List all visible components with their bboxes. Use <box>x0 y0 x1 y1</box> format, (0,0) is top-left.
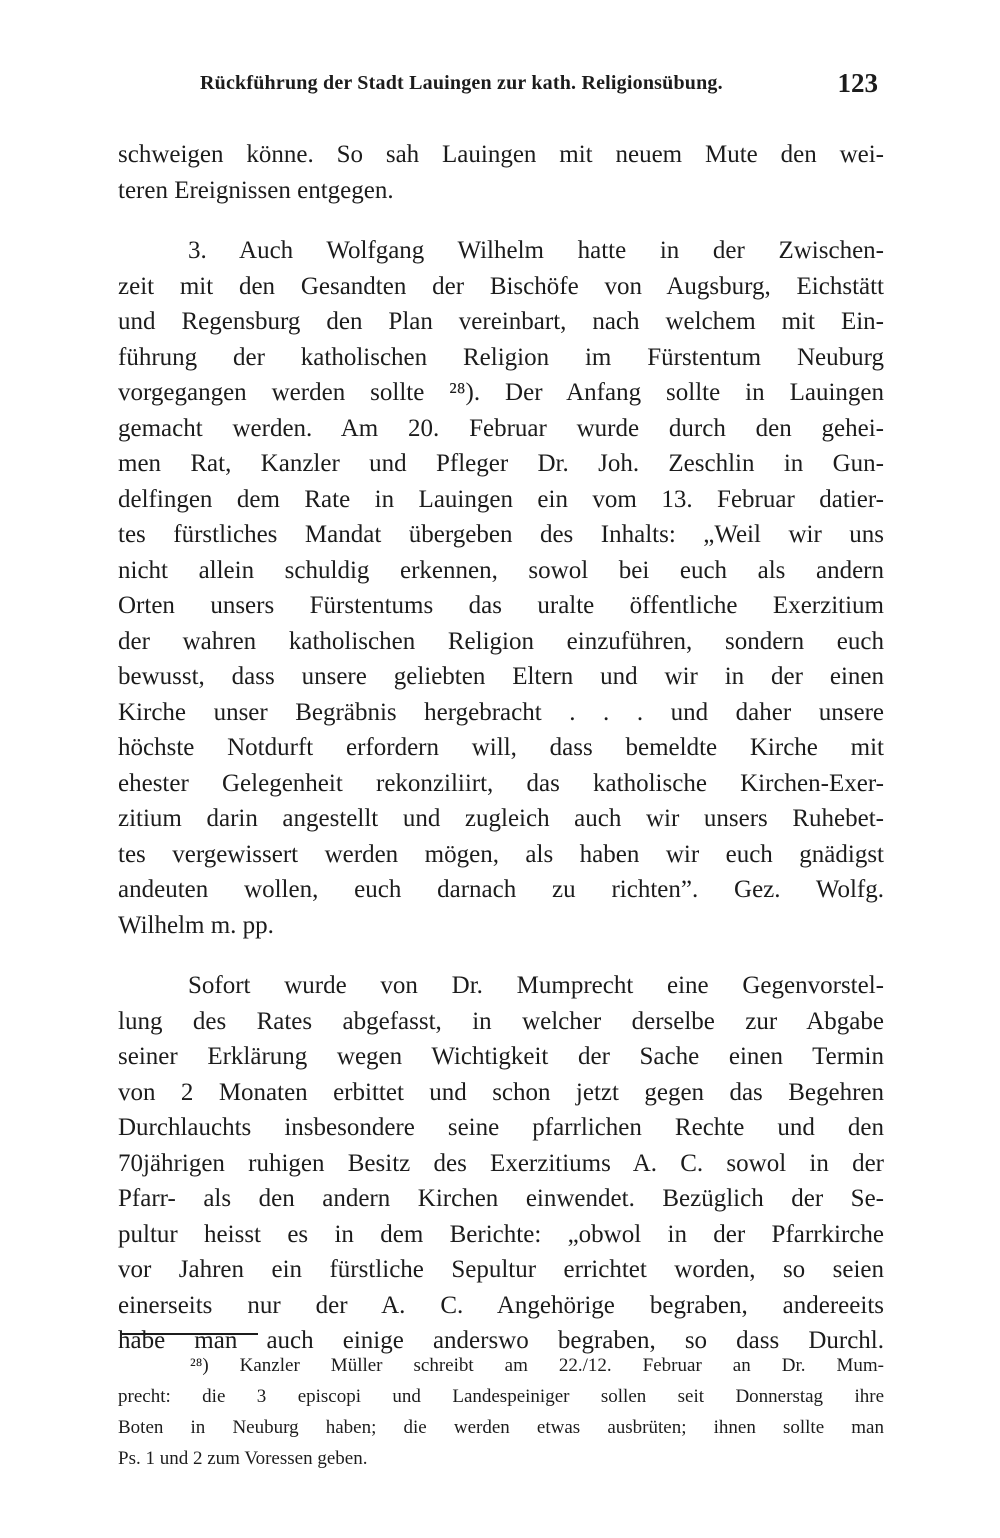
paragraph-gap <box>118 943 884 968</box>
text-line: gemacht werden. Am 20. Februar wurde durch den gehei- <box>118 414 884 442</box>
text-line: Orten unsers Fürstentums das uralte öffentliche Exerzitium <box>118 592 884 619</box>
running-title: Rückführung der Stadt Lauingen zur kath. Religionsübung. <box>200 72 723 94</box>
text-line: zeit mit den Gesandten der Bischöfe von Augsburg, Eichstätt <box>118 272 884 300</box>
text-line: habe man auch einige anderswo begraben, so dass Durchl. <box>118 1327 884 1354</box>
text-line: Wilhelm m. pp. <box>118 911 274 939</box>
paragraph-section-3 <box>118 233 884 943</box>
text-line: von 2 Monaten erbittet und schon jetzt gegen das Begehren <box>118 1078 884 1106</box>
body-text <box>118 137 884 1359</box>
footnote-line: ²⁸) Kanzler Müller schreibt am 22./12. Februar an Dr. Mum- <box>190 1355 884 1376</box>
text-line: andeuten wollen, euch darnach zu richten”. Gez. Wolfg. <box>118 876 884 903</box>
text-line: Sofort wurde von Dr. Mumprecht eine Gegenvorstel- <box>188 972 884 999</box>
paragraph-counterstatement <box>118 968 884 1359</box>
text-line: Kirche unser Begräbnis hergebracht . . . und daher unsere <box>118 698 884 726</box>
text-line: tes fürstliches Mandat übergeben des Inhalts: „Weil wir uns <box>118 521 884 548</box>
footnote-28 <box>118 1350 884 1474</box>
text-line: 70jährigen ruhigen Besitz des Exerzitiums A. C. sowol in der <box>118 1149 884 1177</box>
text-line: höchste Notdurft erfordern will, dass bemeldte Kirche mit <box>118 734 884 761</box>
text-line: führung der katholischen Religion im Fürstentum Neuburg <box>118 343 884 371</box>
text-line: 3. Auch Wolfgang Wilhelm hatte in der Zwischen- <box>188 237 884 264</box>
text-line: und Regensburg den Plan vereinbart, nach welchem mit Ein- <box>118 308 884 335</box>
footnote-rule <box>122 1333 258 1335</box>
text-line: pultur heisst es in dem Berichte: „obwol in der Pfarrkirche <box>118 1220 884 1248</box>
text-line: nicht allein schuldig erkennen, sowol bei euch als andern <box>118 556 884 584</box>
footnote-line: Boten in Neuburg haben; die werden etwas ausbrüten; ihnen sollte man <box>118 1417 884 1438</box>
text-line: men Rat, Kanzler und Pfleger Dr. Joh. Zeschlin in Gun- <box>118 450 884 477</box>
paragraph-gap <box>118 208 884 233</box>
running-head <box>118 66 880 100</box>
text-line: vor Jahren ein fürstliche Sepultur errichtet worden, so seien <box>118 1256 884 1283</box>
text-line: teren Ereignissen entgegen. <box>118 176 394 204</box>
text-line: Pfarr- als den andern Kirchen einwendet. Bezüglich der Se- <box>118 1185 884 1212</box>
text-line: zitium darin angestellt und zugleich auch wir unsers Ruhebet- <box>118 805 884 832</box>
text-line: seiner Erklärung wegen Wichtigkeit der Sache einen Termin <box>118 1043 884 1070</box>
text-line: einerseits nur der A. C. Angehörige begraben, andereeits <box>118 1291 884 1319</box>
page-number: 123 <box>837 68 878 98</box>
text-line: delfingen dem Rate in Lauingen ein vom 13. Februar datier- <box>118 485 884 513</box>
footnote-line: Ps. 1 und 2 zum Voressen geben. <box>118 1448 368 1469</box>
text-line: schweigen könne. So sah Lauingen mit neuem Mute den wei- <box>118 141 884 168</box>
text-line: lung des Rates abgefasst, in welcher derselbe zur Abgabe <box>118 1007 884 1035</box>
text-line: tes vergewissert werden mögen, als haben wir euch gnädigst <box>118 840 884 868</box>
text-line: bewusst, dass unsere geliebten Eltern und wir in der einen <box>118 663 884 690</box>
footnote-line: precht: die 3 episcopi und Landespeiniger sollen seit Donnerstag ihre <box>118 1386 884 1407</box>
text-line: ehester Gelegenheit rekonziliirt, das katholische Kirchen-Exer- <box>118 769 884 797</box>
text-line: Durchlauchts insbesondere seine pfarrlichen Rechte und den <box>118 1114 884 1141</box>
paragraph-continued <box>118 137 884 208</box>
text-line: der wahren katholischen Religion einzuführen, sondern euch <box>118 627 884 655</box>
text-line: vorgegangen werden sollte ²⁸). Der Anfang sollte in Lauingen <box>118 379 884 406</box>
